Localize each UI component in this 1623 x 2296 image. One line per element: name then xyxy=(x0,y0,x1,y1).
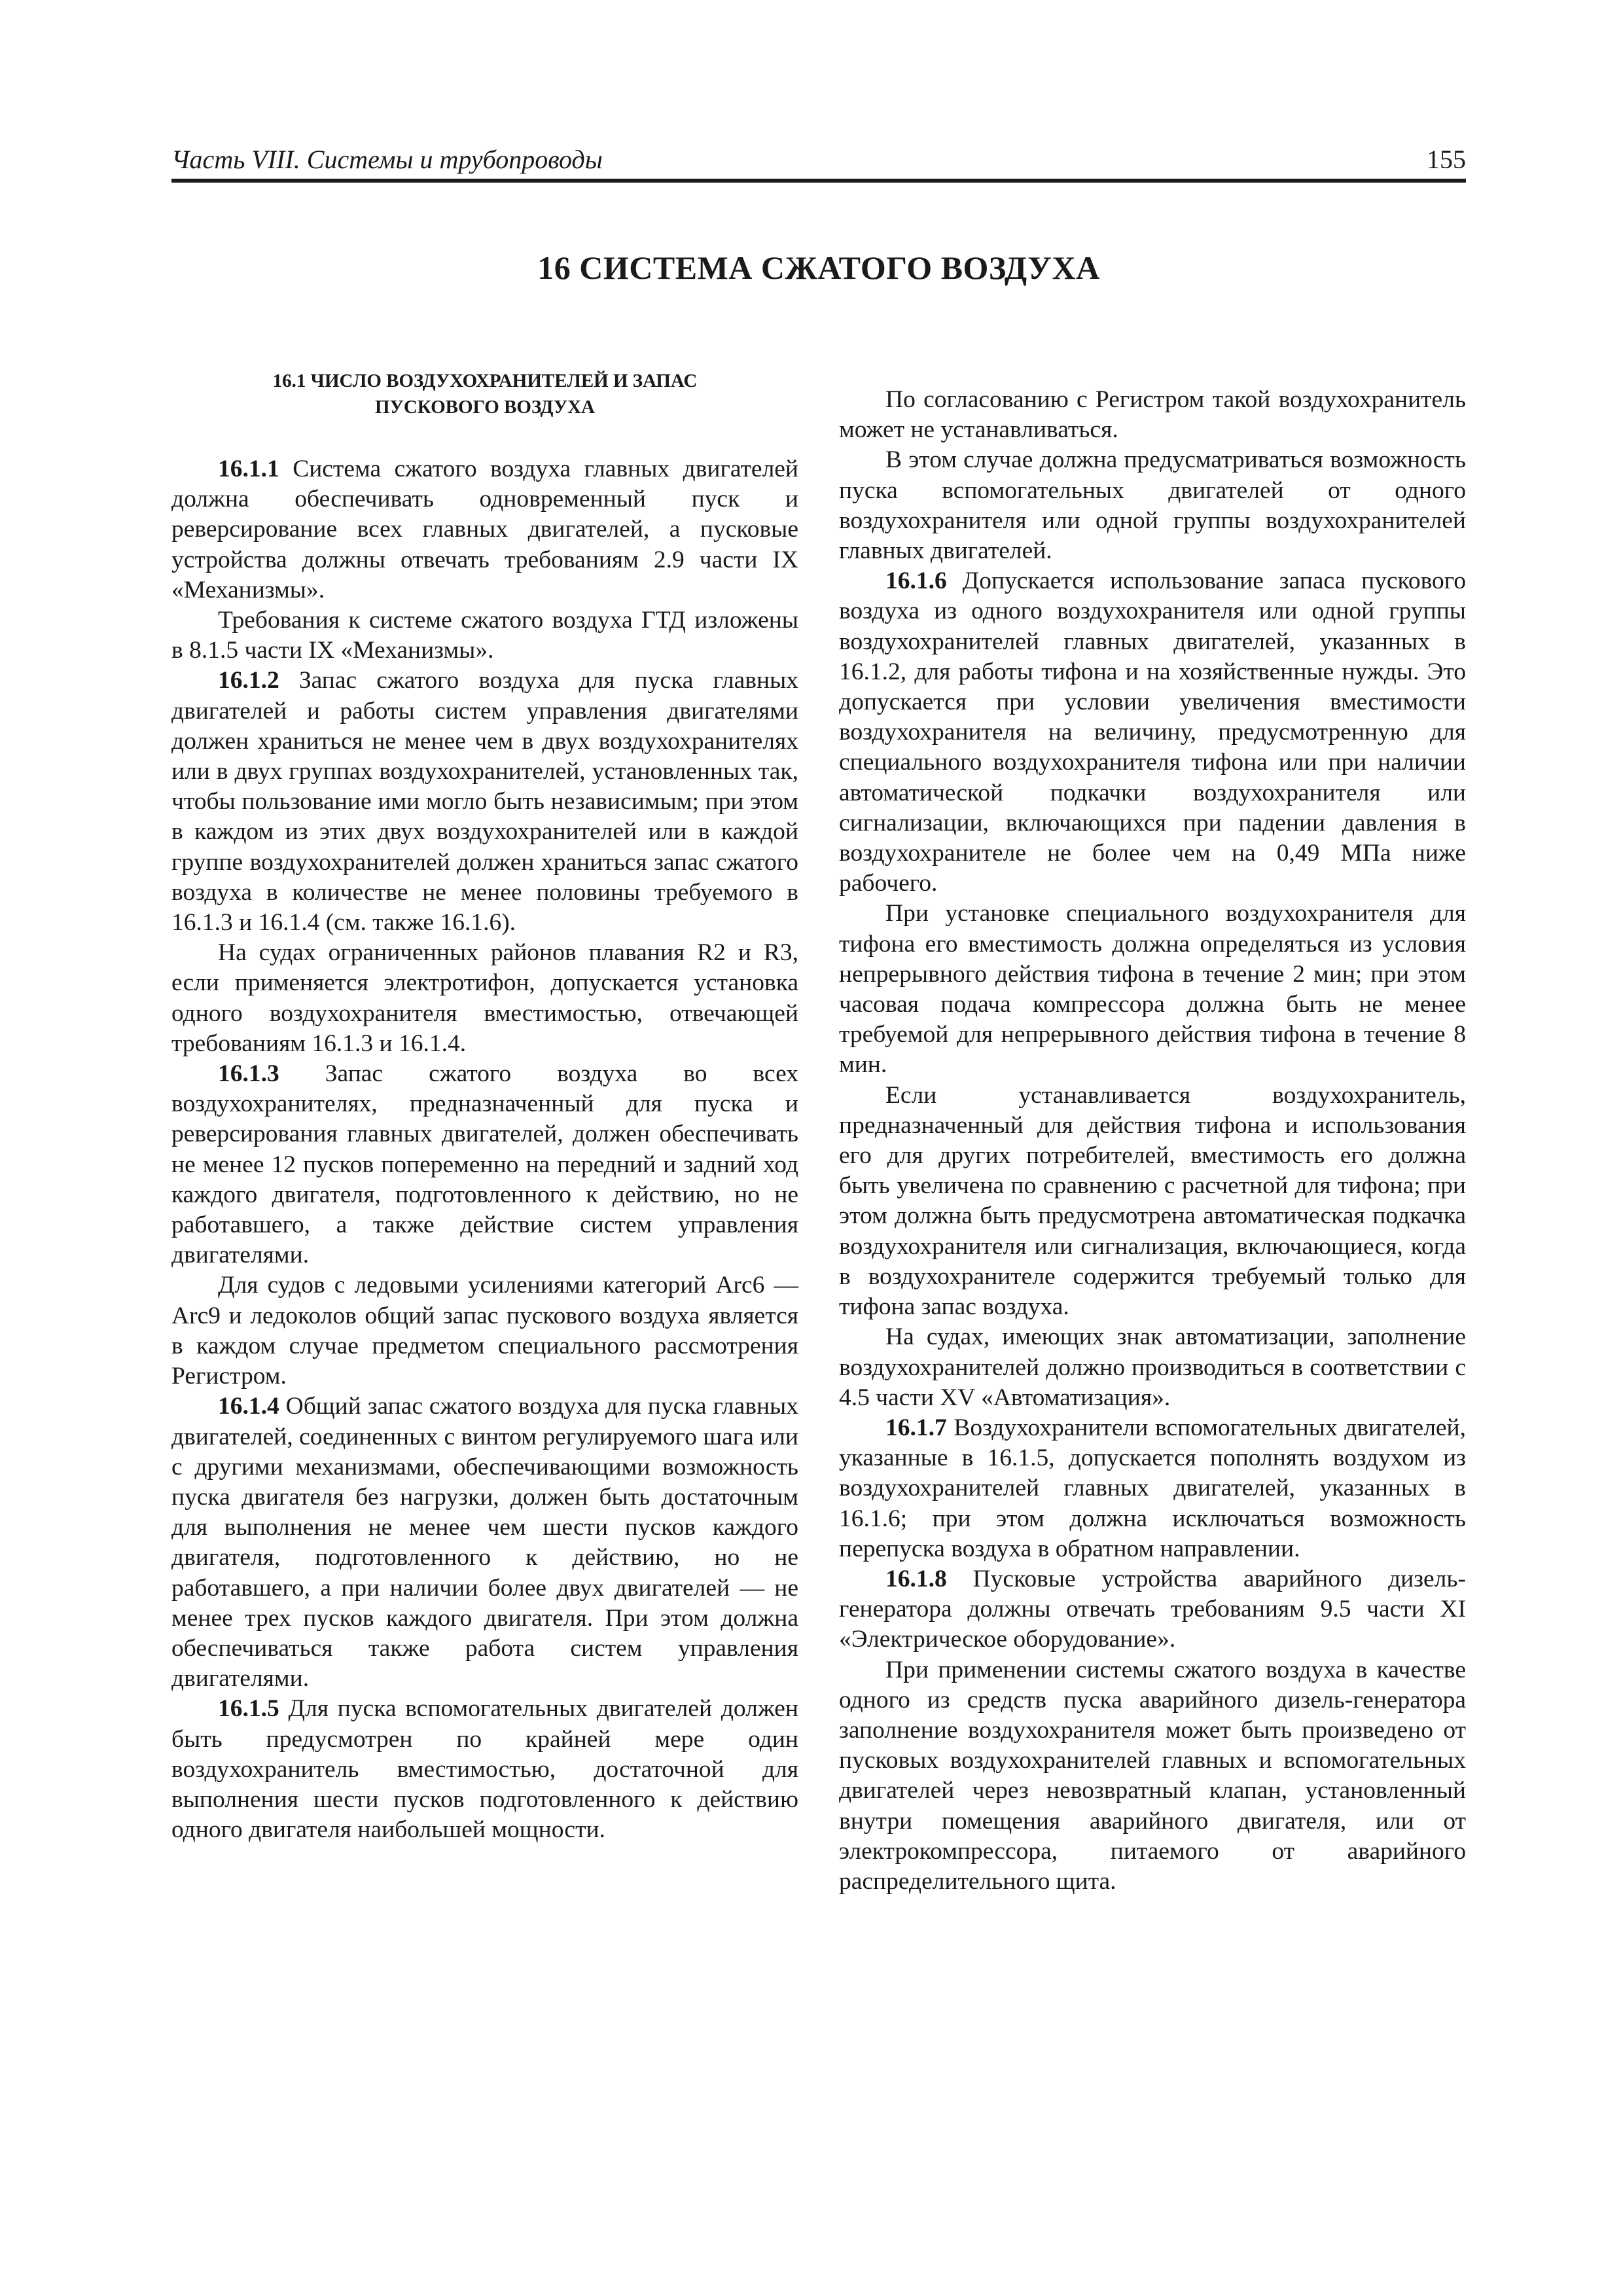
paragraph xyxy=(171,1059,798,1270)
paragraph xyxy=(839,1564,1466,1655)
clause-number: 16.1.3 xyxy=(218,1060,279,1088)
paragraph xyxy=(839,1322,1466,1413)
paragraph xyxy=(171,605,798,666)
section-heading xyxy=(171,368,798,420)
paragraph-text: При установке специального воздухохранителя для тифона его вместимость должна определяться из условия непрерывного действия тифона в течение 2 мин; при этом часовая подача компрессора должна быть не менее требуемой для непрерывного действия тифона в течение 8 мин. xyxy=(839,900,1466,1079)
paragraph-text: Запас сжатого воздуха для пуска главных двигателей и работы систем управления двигателями должен храниться не менее чем в двух воздухохранителях или в двух группах воздухохранителей, установленных так, чтобы пользование ими могло быть независимым; при этом в каждом из этих двух воздухохранителей или в каждой группе воздухохранителей должен храниться запас сжатого воздуха в количестве не менее половины требуемого в 16.1.3 и 16.1.4 (см. также 16.1.6). xyxy=(171,667,798,937)
clause-number: 16.1.4 xyxy=(218,1393,279,1420)
section-heading-line1: 16.1 ЧИСЛО ВОЗДУХОХРАНИТЕЛЕЙ И ЗАПАС xyxy=(272,370,698,391)
paragraph xyxy=(171,1391,798,1694)
paragraph-text: Допускается использование запаса пускового воздуха из одного воздухохранителя или одной группы воздухохранителей главных двигателей, указанных в 16.1.2, для работы тифона и на хозяйственные нужды. Это допускается при условии увеличения вместимости воздухохранителя на величину, предусмотренную для специального воздухохранителя тифона или при наличии автоматической подкачки воздухохранителя или сигнализации, включающихся при падении давления в воздухохранителе не более чем на 0,49 МПа ниже рабочего. xyxy=(839,567,1466,897)
paragraph-text: Для судов с ледовыми усилениями категорий Arc6 — Arc9 и ледоколов общий запас пускового воздуха является в каждом случае предметом специального рассмотрения Регистром. xyxy=(171,1272,798,1390)
clause-number: 16.1.5 xyxy=(218,1695,279,1723)
paragraph-text: В этом случае должна предусматриваться возможность пуска вспомогательных двигателей от одного воздухохранителя или одной группы воздухохранителей главных двигателей. xyxy=(839,446,1466,565)
right-column xyxy=(839,385,1466,1897)
paragraph-text: Требования к системе сжатого воздуха ГТД изложены в 8.1.5 части IX «Механизмы». xyxy=(171,607,798,664)
clause-number: 16.1.1 xyxy=(218,456,279,482)
paragraph-text: На судах, имеющих знак автоматизации, заполнение воздухохранителей должно производиться в соответствии с 4.5 части XV «Автоматизация». xyxy=(839,1323,1466,1411)
paragraph-text: Если устанавливается воздухохранитель, предназначенный для действия тифона и использования его для других потребителей, вместимость его должна быть увеличена по сравнению с расчетной для тифона; при этом должна быть предусмотрена автоматическая подкачка воздухохранителя или сигнализация, включающиеся, когда в воздухохранителе содержится требуемый только для тифона запас воздуха. xyxy=(839,1081,1466,1321)
paragraph xyxy=(839,385,1466,445)
paragraph xyxy=(839,899,1466,1080)
paragraph-text: Для пуска вспомогательных двигателей должен быть предусмотрен по крайней мере один воздухохранитель вместимостью, достаточной для выполнения шести пусков подготовленного к действию одного двигателя наибольшей мощности. xyxy=(171,1695,798,1844)
clause-number: 16.1.8 xyxy=(885,1565,947,1592)
paragraph xyxy=(171,666,798,938)
paragraph-text: Общий запас сжатого воздуха для пуска главных двигателей, соединенных с винтом регулируемого шага или с другими механизмами, обеспечивающими возможность пуска двигателя без нагрузки, должен быть достаточным для выполнения не менее чем шести пусков каждого двигателя, подготовленного к действию, но не работавшего, а при наличии более двух двигателей — не менее трех пусков каждого двигателя. При этом должна обеспечиваться также работа систем управления двигателями. xyxy=(171,1393,798,1693)
paragraph xyxy=(839,1081,1466,1323)
paragraph-text: Запас сжатого воздуха во всех воздухохранителях, предназначенный для пуска и реверсирования главных двигателей, должен обеспечивать не менее 12 пусков попеременно на передний и задний ход каждого двигателя, подготовленного к действию, но не работавшего, а также действие систем управления двигателями. xyxy=(171,1060,798,1269)
paragraph xyxy=(839,1655,1466,1897)
clause-number: 16.1.7 xyxy=(885,1414,947,1441)
page-number: 155 xyxy=(1427,145,1466,174)
page-header xyxy=(171,141,1466,183)
paragraph xyxy=(171,938,798,1059)
paragraph xyxy=(171,1270,798,1391)
paragraph-text: Пусковые устройства аварийного дизель-генератора должны отвечать требованиям 9.5 части XI «Электрическое оборудование». xyxy=(839,1565,1466,1653)
paragraph-text: По согласованию с Регистром такой воздухохранитель может не устанавливаться. xyxy=(839,386,1466,444)
left-column xyxy=(171,454,798,1845)
section-heading-line2: ПУСКОВОГО ВОЗДУХА xyxy=(375,397,595,418)
clause-number: 16.1.6 xyxy=(885,567,947,595)
paragraph xyxy=(171,454,798,605)
paragraph-text: Система сжатого воздуха главных двигателей должна обеспечивать одновременный пуск и реверсирование всех главных двигателей, а пусковые устройства должны отвечать требованиям 2.9 части IX «Механизмы». xyxy=(171,456,798,603)
paragraph-text: При применении системы сжатого воздуха в качестве одного из средств пуска аварийного дизель-генератора заполнение воздухохранителя может быть произведено от пусковых воздухохранителей главных и вспомогательных двигателей через невозвратный клапан, установленный внутри помещения аварийного двигателя, или от электрокомпрессора, питаемого от аварийного распределительного щита. xyxy=(839,1656,1466,1895)
paragraph-text: Воздухохранители вспомогательных двигателей, указанные в 16.1.5, допускается пополнять воздухом из воздухохранителей главных двигателей, указанных в 16.1.6; при этом должна исключаться возможность перепуска воздуха в обратном направлении. xyxy=(839,1414,1466,1562)
paragraph xyxy=(839,445,1466,566)
paragraph-text: На судах ограниченных районов плавания R2 и R3, если применяется электротифон, допускается установка одного воздухохранителя вместимостью, отвечающей требованиям 16.1.3 и 16.1.4. xyxy=(171,939,798,1057)
paragraph xyxy=(171,1694,798,1845)
clause-number: 16.1.2 xyxy=(218,667,279,694)
chapter-title: 16 СИСТЕМА СЖАТОГО ВОЗДУХА xyxy=(537,249,1100,286)
paragraph xyxy=(839,1413,1466,1564)
paragraph xyxy=(839,566,1466,899)
running-title: Часть VIII. Системы и трубопроводы xyxy=(171,145,603,174)
